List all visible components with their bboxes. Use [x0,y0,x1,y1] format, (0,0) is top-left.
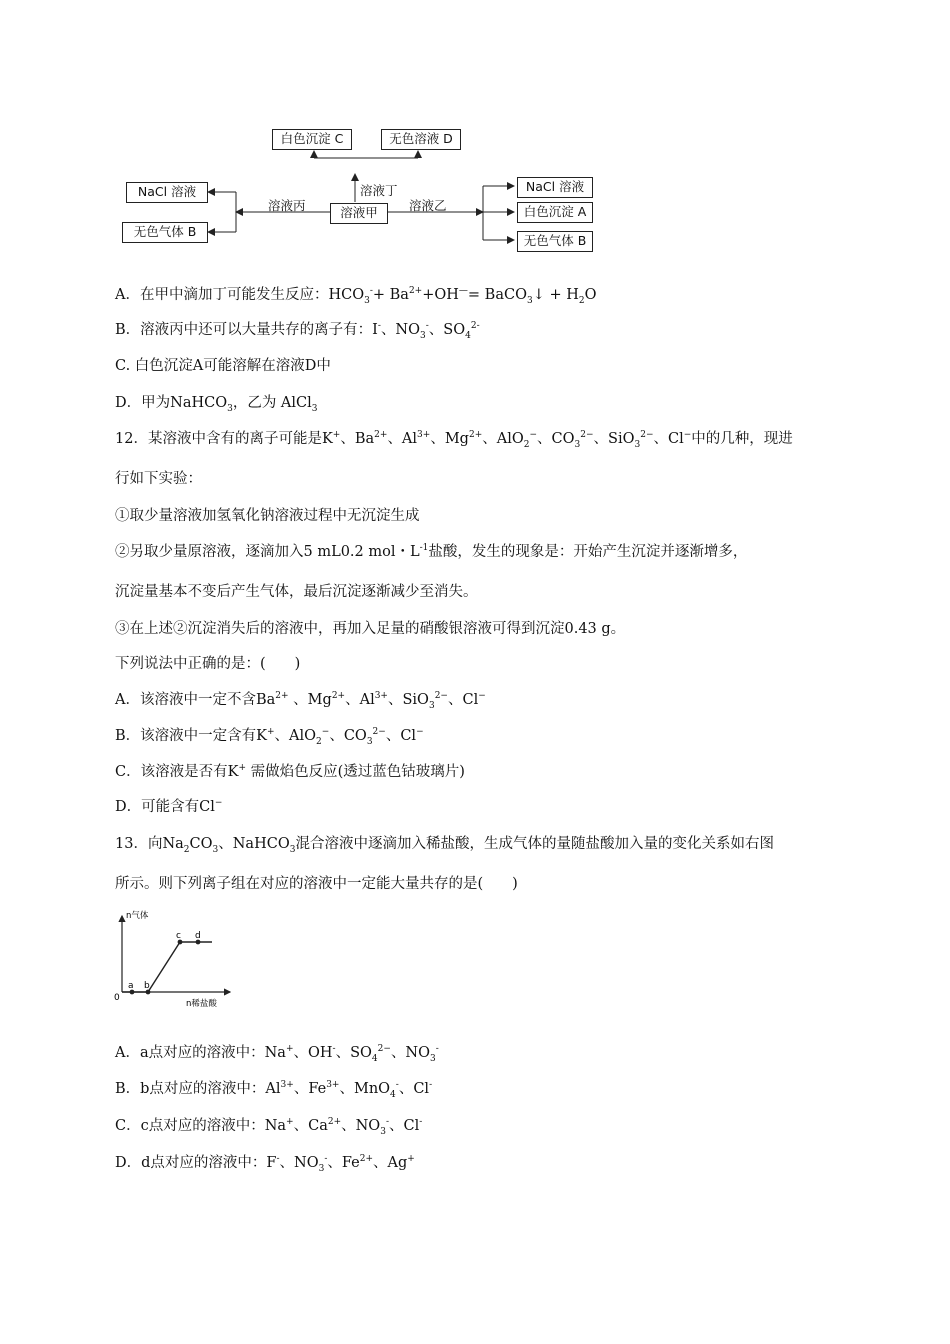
q12-option-d: D．可能含有Cl− [115,798,223,815]
box-gas-b-left: 无色气体 B [122,222,208,243]
box-white-precipitate-c: 白色沉淀 C [272,129,352,150]
label-solution-ding: 溶液丁 [360,183,398,198]
q11-option-a: A．在甲中滴加丁可能发生反应：$HCO_3^-+ Ba^{2+}+OH^—=$ BaCO$_3$↓ + $H_2O$ [115,286,597,306]
q13-option-c: C．c点对应的溶液中：Na+、$Ca^{2+}$、$NO_3^-$、Cl- [115,1117,423,1137]
q12-option-a: A．该溶液中一定不含$Ba^{2+}$ 、$Mg^{2+}$、$Al^{3+}$、SiO$_3^{2-}$、Cl− [115,691,486,711]
q11-option-b: B．溶液丙中还可以大量共存的离子有：I-、$NO_3^-$、$SO_4^{2-}$ [115,321,480,341]
q12-step1: ①取少量溶液加氢氧化钠溶液过程中无沉淀生成 [115,508,420,524]
q13-option-b: B．b点对应的溶液中：$Al^{3+}$、$Fe^{3+}$、MnO$_4$-、Cl- [115,1080,433,1100]
q12-question: 下列说法中正确的是：( ) [115,656,301,672]
q13-option-a: A．a点对应的溶液中：Na+、OH-、$SO_4^{2-}$、$NO_3^-$ [115,1044,439,1064]
q13-option-d: D．d点对应的溶液中：F-、$NO_3^-$、$Fe^{2+}$、Ag+ [115,1154,415,1174]
q12-stem-line1: 12．某溶液中含有的离子可能是K+、$Ba^{2+}$、$Al^{3+}$、$Mg^{2+}$、AlO$_2$−、$CO_3^{2-}$、SiO$_3^{2-}$、Cl−中的几种，现进 [115,430,793,450]
origin-label: 0 [114,993,120,1003]
q12-stem-line2: 行如下实验： [115,471,202,487]
box-solution-jia: 溶液甲 [330,203,388,224]
q12-option-b: B．该溶液中一定含有K+、AlO$_2$−、$CO_3^{2-}$、Cl− [115,727,424,747]
q13-stem-line1: 13．向$Na_2CO_3$、NaHCO$_3$混合溶液中逐滴加入稀盐酸，生成气体的量随盐酸加入量的变化关系如右图 [115,836,774,855]
q12-step2-line1: ②另取少量原溶液，逐滴加入5 mL0.2 mol・$L^{-1}$盐酸，发生的现象是：开始产生沉淀并逐渐增多， [115,543,748,560]
label-c: c [176,931,181,941]
label-solution-bing: 溶液丙 [268,198,306,213]
label-solution-yi: 溶液乙 [409,198,447,213]
box-nacl-left: NaCl 溶液 [126,182,208,203]
q11-option-d: D．甲为NaHCO$_3$，乙为 AlCl$_3$ [115,395,318,414]
q11-option-c: C. 白色沉淀A可能溶解在溶液D中 [115,358,331,374]
box-nacl-right: NaCl 溶液 [517,177,593,198]
y-axis-label: n气体 [126,911,149,921]
label-a: a [128,981,134,991]
box-white-precipitate-a: 白色沉淀 A [517,202,593,223]
q13-stem-line2: 所示。则下列离子组在对应的溶液中一定能大量共存的是( ) [115,876,518,892]
x-axis-label: n稀盐酸 [186,999,217,1009]
q12-option-c: C．该溶液是否有K+ 需做焰色反应(透过蓝色钴玻璃片) [115,763,465,780]
box-gas-b-right: 无色气体 B [517,231,593,252]
box-colorless-solution-d: 无色溶液 D [381,129,461,150]
gas-curve [122,942,212,992]
label-b: b [144,981,150,991]
q12-step2-line2: 沉淀量基本不变后产生气体，最后沉淀逐渐减少至消失。 [115,584,478,600]
q12-step3: ③在上述②沉淀消失后的溶液中，再加入足量的硝酸银溶液可得到沉淀0.43 g。 [115,621,626,637]
label-d: d [195,931,201,941]
gas-volume-graph [112,908,242,1018]
